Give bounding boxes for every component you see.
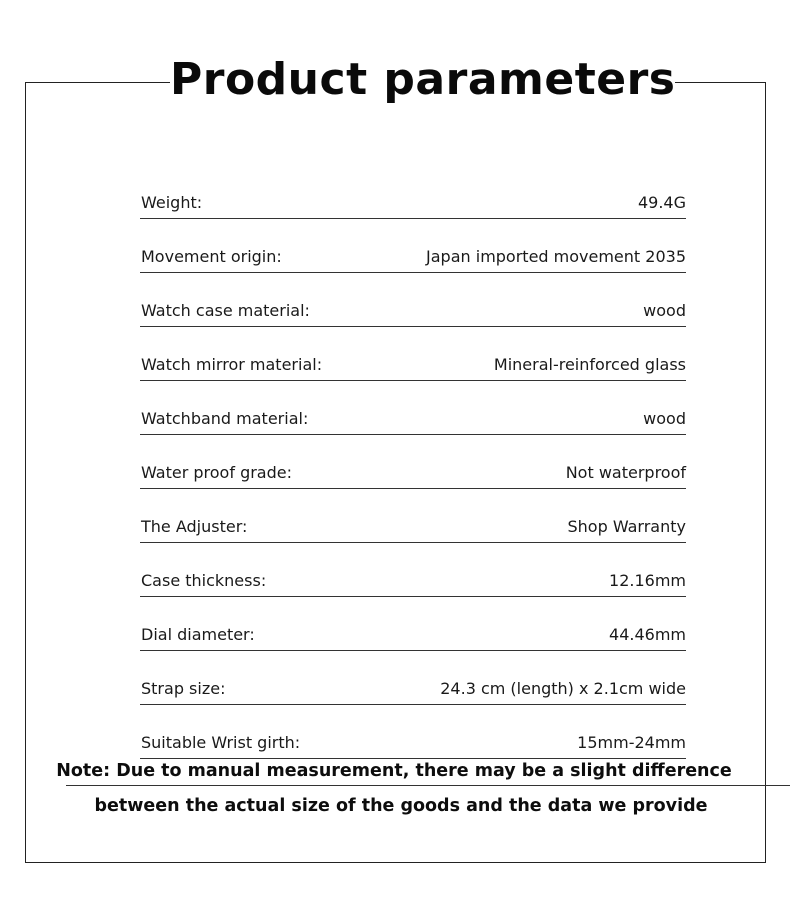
- note-line-2: between the actual size of the goods and the data we provide: [94, 796, 708, 816]
- parameter-value: Mineral-reinforced glass: [493, 355, 686, 374]
- parameter-value: wood: [643, 409, 686, 428]
- parameter-label: Suitable Wrist girth:: [141, 733, 301, 752]
- parameters-list: [140, 165, 686, 759]
- parameter-row-strap-size: [140, 651, 686, 705]
- parameter-row-adjuster: [140, 489, 686, 543]
- parameter-row-case-material: [140, 273, 686, 327]
- parameter-row-dial-diameter: [140, 597, 686, 651]
- parameter-value: 49.4G: [637, 193, 686, 212]
- parameter-row-water-proof-grade: [140, 435, 686, 489]
- parameter-label: Movement origin:: [141, 247, 282, 266]
- parameter-label: Case thickness:: [141, 571, 267, 590]
- parameter-label: Water proof grade:: [141, 463, 292, 482]
- parameter-value: 15mm-24mm: [577, 733, 686, 752]
- parameter-label: Watch case material:: [141, 301, 310, 320]
- parameter-value: wood: [643, 301, 686, 320]
- parameter-row-wrist-girth: [140, 705, 686, 759]
- parameter-row-movement-origin: [140, 219, 686, 273]
- page-title: Product parameters: [170, 52, 675, 108]
- parameter-label: Watch mirror material:: [141, 355, 323, 374]
- parameter-value: Japan imported movement 2035: [426, 247, 686, 266]
- parameter-row-case-thickness: [140, 543, 686, 597]
- parameter-label: The Adjuster:: [141, 517, 248, 536]
- parameter-label: Weight:: [141, 193, 203, 212]
- parameter-value: Not waterproof: [565, 463, 686, 482]
- parameter-value: 12.16mm: [609, 571, 686, 590]
- parameter-row-weight: [140, 165, 686, 219]
- parameter-row-watchband-material: [140, 381, 686, 435]
- parameter-value: 44.46mm: [609, 625, 686, 644]
- parameter-value: 24.3 cm (length) x 2.1cm wide: [440, 679, 686, 698]
- parameter-row-mirror-material: [140, 327, 686, 381]
- note-line-1: Note: Due to manual measurement, there may be a slight difference: [56, 761, 732, 781]
- parameter-label: Watchband material:: [141, 409, 309, 428]
- parameter-value: Shop Warranty: [567, 517, 686, 536]
- parameter-label: Dial diameter:: [141, 625, 255, 644]
- parameter-label: Strap size:: [141, 679, 226, 698]
- note-divider: [66, 785, 790, 786]
